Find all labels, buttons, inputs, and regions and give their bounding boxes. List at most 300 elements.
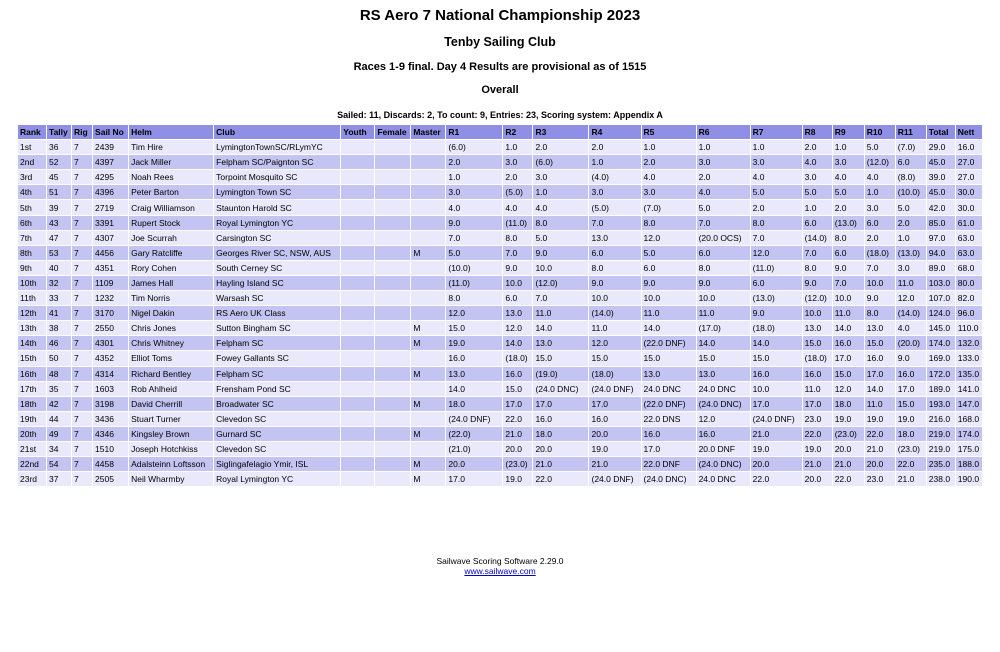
cell-helm: David Cherrill	[129, 397, 213, 411]
cell-rig: 7	[72, 412, 92, 426]
cell-rank: 18th	[18, 397, 46, 411]
cell-r6: 14.0	[697, 336, 750, 350]
cell-r8: 7.0	[803, 246, 832, 260]
table-row	[18, 412, 982, 426]
cell-sail-no: 2505	[93, 472, 128, 486]
table-row	[18, 457, 982, 471]
cell-club: Clevedon SC	[214, 412, 340, 426]
cell-club: Felpham SC/Paignton SC	[214, 155, 340, 169]
cell-sail-no: 1109	[93, 276, 128, 290]
cell-r6: 2.0	[697, 170, 750, 184]
cell-club: Royal Lymington YC	[214, 216, 340, 230]
cell-r7: 16.0	[751, 367, 802, 381]
cell-r8: (18.0)	[803, 351, 832, 365]
cell-nett: 147.0	[956, 397, 982, 411]
cell-total: 219.0	[927, 442, 955, 456]
cell-youth	[341, 427, 374, 441]
cell-r2: 8.0	[503, 231, 532, 245]
cell-r2: 13.0	[503, 306, 532, 320]
cell-r6: 16.0	[697, 427, 750, 441]
cell-r4: 8.0	[589, 261, 640, 275]
cell-r2: 4.0	[503, 200, 532, 214]
cell-helm: Tim Hire	[129, 140, 213, 154]
cell-helm: Chris Whitney	[129, 336, 213, 350]
cell-r4: 7.0	[589, 216, 640, 230]
cell-master: M	[411, 457, 445, 471]
cell-r11: 19.0	[896, 412, 926, 426]
cell-sail-no: 4301	[93, 336, 128, 350]
table-row	[18, 306, 982, 320]
cell-r1: 20.0	[446, 457, 502, 471]
cell-r3: 1.0	[533, 185, 588, 199]
cell-club: Felpham SC	[214, 367, 340, 381]
cell-nett: 63.0	[956, 246, 982, 260]
column-header-r9: R9	[833, 125, 864, 139]
cell-youth	[341, 457, 374, 471]
cell-r1: 9.0	[446, 216, 502, 230]
cell-r3: 16.0	[533, 412, 588, 426]
cell-tally: 47	[47, 231, 71, 245]
cell-rank: 13th	[18, 321, 46, 335]
cell-r5: 3.0	[642, 185, 696, 199]
cell-r6: 24.0 DNC	[697, 472, 750, 486]
cell-nett: 188.0	[956, 457, 982, 471]
cell-youth	[341, 306, 374, 320]
cell-r2: 20.0	[503, 442, 532, 456]
cell-club: Siglingafelagio Ymir, ISL	[214, 457, 340, 471]
cell-r4: 10.0	[589, 291, 640, 305]
cell-r11: (14.0)	[896, 306, 926, 320]
table-row	[18, 427, 982, 441]
column-header-sail-no: Sail No	[93, 125, 128, 139]
cell-club: Frensham Pond SC	[214, 382, 340, 396]
cell-total: 107.0	[927, 291, 955, 305]
table-row	[18, 170, 982, 184]
cell-r8: 2.0	[803, 140, 832, 154]
cell-r9: 11.0	[833, 306, 864, 320]
cell-nett: 30.0	[956, 185, 982, 199]
cell-female	[375, 321, 410, 335]
cell-sail-no: 1232	[93, 291, 128, 305]
cell-r1: 7.0	[446, 231, 502, 245]
cell-club: Staunton Harold SC	[214, 200, 340, 214]
cell-rig: 7	[72, 170, 92, 184]
cell-r1: 16.0	[446, 351, 502, 365]
cell-total: 145.0	[927, 321, 955, 335]
cell-rank: 21st	[18, 442, 46, 456]
cell-r11: 9.0	[896, 351, 926, 365]
cell-total: 216.0	[927, 412, 955, 426]
cell-nett: 110.0	[956, 321, 982, 335]
cell-master	[411, 170, 445, 184]
cell-r6: 20.0 DNF	[697, 442, 750, 456]
cell-r4: 19.0	[589, 442, 640, 456]
cell-r11: 11.0	[896, 276, 926, 290]
cell-r5: (22.0 DNF)	[642, 336, 696, 350]
cell-female	[375, 216, 410, 230]
cell-r10: 16.0	[865, 351, 895, 365]
column-header-master: Master	[411, 125, 445, 139]
cell-helm: Craig Williamson	[129, 200, 213, 214]
sailwave-link[interactable]: www.sailwave.com	[464, 566, 536, 576]
cell-r4: (14.0)	[589, 306, 640, 320]
cell-rank: 14th	[18, 336, 46, 350]
cell-r10: 11.0	[865, 397, 895, 411]
cell-master: M	[411, 246, 445, 260]
column-header-r2: R2	[503, 125, 532, 139]
cell-total: 174.0	[927, 336, 955, 350]
cell-r4: 17.0	[589, 397, 640, 411]
cell-r9: 5.0	[833, 185, 864, 199]
cell-r9: 1.0	[833, 140, 864, 154]
table-row	[18, 321, 982, 335]
cell-nett: 16.0	[956, 140, 982, 154]
cell-sail-no: 3198	[93, 397, 128, 411]
cell-r5: 11.0	[642, 306, 696, 320]
cell-club: Sutton Bingham SC	[214, 321, 340, 335]
cell-club: Gurnard SC	[214, 427, 340, 441]
column-header-rig: Rig	[72, 125, 92, 139]
cell-r3: 4.0	[533, 200, 588, 214]
cell-r8: 16.0	[803, 367, 832, 381]
cell-master	[411, 261, 445, 275]
cell-club: Hayling Island SC	[214, 276, 340, 290]
cell-youth	[341, 442, 374, 456]
cell-tally: 42	[47, 397, 71, 411]
cell-rank: 8th	[18, 246, 46, 260]
cell-r11: (7.0)	[896, 140, 926, 154]
cell-club: Warsash SC	[214, 291, 340, 305]
cell-r3: 9.0	[533, 246, 588, 260]
venue-heading: Tenby Sailing Club	[444, 35, 556, 49]
column-header-female: Female	[375, 125, 410, 139]
cell-r9: 19.0	[833, 412, 864, 426]
cell-r9: 2.0	[833, 200, 864, 214]
cell-female	[375, 442, 410, 456]
cell-youth	[341, 382, 374, 396]
cell-female	[375, 140, 410, 154]
series-heading: Overall	[481, 84, 519, 96]
cell-r10: 4.0	[865, 170, 895, 184]
cell-r8: (12.0)	[803, 291, 832, 305]
cell-nett: 175.0	[956, 442, 982, 456]
cell-female	[375, 382, 410, 396]
cell-sail-no: 3170	[93, 306, 128, 320]
cell-r7: 8.0	[751, 216, 802, 230]
cell-r1: 4.0	[446, 200, 502, 214]
cell-r7: 20.0	[751, 457, 802, 471]
cell-r7: 17.0	[751, 397, 802, 411]
cell-rank: 11th	[18, 291, 46, 305]
cell-rig: 7	[72, 246, 92, 260]
cell-r9: 17.0	[833, 351, 864, 365]
cell-r2: 2.0	[503, 170, 532, 184]
cell-female	[375, 472, 410, 486]
cell-r5: 2.0	[642, 155, 696, 169]
cell-helm: Jack Miller	[129, 155, 213, 169]
cell-r9: 10.0	[833, 291, 864, 305]
cell-r11: 18.0	[896, 427, 926, 441]
cell-rank: 20th	[18, 427, 46, 441]
cell-helm: Neil Wharmby	[129, 472, 213, 486]
cell-rig: 7	[72, 472, 92, 486]
cell-r11: (20.0)	[896, 336, 926, 350]
cell-rank: 23rd	[18, 472, 46, 486]
column-header-r11: R11	[896, 125, 926, 139]
cell-r5: 13.0	[642, 367, 696, 381]
cell-rank: 1st	[18, 140, 46, 154]
cell-r5: (22.0 DNF)	[642, 397, 696, 411]
cell-r7: 9.0	[751, 306, 802, 320]
cell-r2: 9.0	[503, 261, 532, 275]
cell-r7: (18.0)	[751, 321, 802, 335]
cell-r7: 7.0	[751, 231, 802, 245]
cell-youth	[341, 216, 374, 230]
cell-r5: 6.0	[642, 261, 696, 275]
cell-r7: 10.0	[751, 382, 802, 396]
cell-club: Royal Lymington YC	[214, 472, 340, 486]
cell-youth	[341, 412, 374, 426]
column-header-r4: R4	[589, 125, 640, 139]
cell-tally: 33	[47, 291, 71, 305]
cell-r4: (24.0 DNF)	[589, 382, 640, 396]
cell-helm: Chris Jones	[129, 321, 213, 335]
cell-r2: 21.0	[503, 427, 532, 441]
cell-helm: Peter Barton	[129, 185, 213, 199]
cell-r3: 5.0	[533, 231, 588, 245]
cell-r2: 3.0	[503, 155, 532, 169]
cell-r11: 5.0	[896, 200, 926, 214]
column-header-helm: Helm	[129, 125, 213, 139]
cell-rank: 16th	[18, 367, 46, 381]
cell-r7: 21.0	[751, 427, 802, 441]
cell-youth	[341, 351, 374, 365]
cell-rig: 7	[72, 397, 92, 411]
column-header-rank: Rank	[18, 125, 46, 139]
cell-r6: 1.0	[697, 140, 750, 154]
cell-total: 103.0	[927, 276, 955, 290]
cell-r10: 5.0	[865, 140, 895, 154]
cell-r2: 22.0	[503, 412, 532, 426]
cell-rig: 7	[72, 306, 92, 320]
cell-r11: 15.0	[896, 397, 926, 411]
cell-rig: 7	[72, 351, 92, 365]
cell-r8: 15.0	[803, 336, 832, 350]
cell-r3: 20.0	[533, 442, 588, 456]
cell-club: Broadwater SC	[214, 397, 340, 411]
cell-helm: Adalsteinn Loftsson	[129, 457, 213, 471]
cell-r4: (5.0)	[589, 200, 640, 214]
cell-r11: (10.0)	[896, 185, 926, 199]
cell-r1: 18.0	[446, 397, 502, 411]
cell-r4: 21.0	[589, 457, 640, 471]
cell-r9: 7.0	[833, 276, 864, 290]
cell-r8: 5.0	[803, 185, 832, 199]
cell-helm: Gary Ratcliffe	[129, 246, 213, 260]
summary-line: Sailed: 11, Discards: 2, To count: 9, Entries: 23, Scoring system: Appendix A	[337, 110, 663, 120]
cell-r10: (18.0)	[865, 246, 895, 260]
cell-r2: 17.0	[503, 397, 532, 411]
cell-sail-no: 4397	[93, 155, 128, 169]
cell-club: South Cerney SC	[214, 261, 340, 275]
cell-helm: James Hall	[129, 276, 213, 290]
cell-r9: (23.0)	[833, 427, 864, 441]
cell-tally: 41	[47, 306, 71, 320]
cell-youth	[341, 472, 374, 486]
cell-sail-no: 1510	[93, 442, 128, 456]
cell-r11: 21.0	[896, 472, 926, 486]
cell-helm: Joseph Hotchkiss	[129, 442, 213, 456]
cell-sail-no: 4456	[93, 246, 128, 260]
cell-r11: 6.0	[896, 155, 926, 169]
cell-female	[375, 170, 410, 184]
cell-r7: 5.0	[751, 185, 802, 199]
cell-helm: Rob Ahlheid	[129, 382, 213, 396]
cell-r6: (20.0 OCS)	[697, 231, 750, 245]
table-row	[18, 367, 982, 381]
cell-r2: 7.0	[503, 246, 532, 260]
cell-r10: 7.0	[865, 261, 895, 275]
cell-r1: 12.0	[446, 306, 502, 320]
column-header-r7: R7	[751, 125, 802, 139]
cell-rank: 19th	[18, 412, 46, 426]
cell-r3: 13.0	[533, 336, 588, 350]
cell-master: M	[411, 336, 445, 350]
cell-r6: 8.0	[697, 261, 750, 275]
cell-r10: 15.0	[865, 336, 895, 350]
cell-master	[411, 140, 445, 154]
cell-nett: 27.0	[956, 155, 982, 169]
cell-r1: (11.0)	[446, 276, 502, 290]
cell-tally: 32	[47, 276, 71, 290]
cell-master	[411, 382, 445, 396]
cell-r7: 6.0	[751, 276, 802, 290]
cell-rig: 7	[72, 457, 92, 471]
column-header-club: Club	[214, 125, 340, 139]
cell-female	[375, 427, 410, 441]
cell-tally: 40	[47, 261, 71, 275]
cell-r4: 2.0	[589, 140, 640, 154]
column-header-tally: Tally	[47, 125, 71, 139]
cell-r8: 21.0	[803, 457, 832, 471]
cell-r10: 1.0	[865, 185, 895, 199]
cell-tally: 45	[47, 170, 71, 184]
cell-r2: 16.0	[503, 367, 532, 381]
cell-nett: 190.0	[956, 472, 982, 486]
cell-master	[411, 276, 445, 290]
cell-r5: 24.0 DNC	[642, 382, 696, 396]
table-row	[18, 472, 982, 486]
cell-sail-no: 2439	[93, 140, 128, 154]
cell-rig: 7	[72, 336, 92, 350]
cell-r6: 13.0	[697, 367, 750, 381]
cell-r9: 9.0	[833, 261, 864, 275]
cell-r8: 10.0	[803, 306, 832, 320]
cell-r7: 12.0	[751, 246, 802, 260]
cell-youth	[341, 246, 374, 260]
cell-sail-no: 1603	[93, 382, 128, 396]
cell-tally: 51	[47, 185, 71, 199]
cell-sail-no: 2550	[93, 321, 128, 335]
cell-r9: 18.0	[833, 397, 864, 411]
cell-sail-no: 4352	[93, 351, 128, 365]
cell-rank: 22nd	[18, 457, 46, 471]
cell-r8: 3.0	[803, 170, 832, 184]
cell-r4: (4.0)	[589, 170, 640, 184]
table-row	[18, 216, 982, 230]
cell-rig: 7	[72, 140, 92, 154]
cell-r8: 9.0	[803, 276, 832, 290]
cell-r11: 4.0	[896, 321, 926, 335]
cell-r9: 14.0	[833, 321, 864, 335]
cell-r8: 20.0	[803, 472, 832, 486]
cell-r11: 16.0	[896, 367, 926, 381]
cell-r1: (22.0)	[446, 427, 502, 441]
cell-master	[411, 306, 445, 320]
cell-r10: 13.0	[865, 321, 895, 335]
cell-youth	[341, 336, 374, 350]
cell-r10: 19.0	[865, 412, 895, 426]
table-row	[18, 185, 982, 199]
table-body	[18, 140, 982, 486]
cell-r2: 6.0	[503, 291, 532, 305]
cell-r1: (6.0)	[446, 140, 502, 154]
cell-r3: 11.0	[533, 306, 588, 320]
column-header-r6: R6	[697, 125, 750, 139]
cell-r6: (24.0 DNC)	[697, 397, 750, 411]
cell-tally: 53	[47, 246, 71, 260]
cell-youth	[341, 231, 374, 245]
column-header-r10: R10	[865, 125, 895, 139]
table-row	[18, 231, 982, 245]
table-row	[18, 382, 982, 396]
cell-helm: Tim Norris	[129, 291, 213, 305]
cell-club: Georges River SC, NSW, AUS	[214, 246, 340, 260]
cell-club: Lymington Town SC	[214, 185, 340, 199]
cell-r6: 3.0	[697, 155, 750, 169]
cell-master	[411, 442, 445, 456]
cell-r2: 15.0	[503, 382, 532, 396]
cell-master: M	[411, 472, 445, 486]
table-row	[18, 276, 982, 290]
cell-sail-no: 4314	[93, 367, 128, 381]
cell-r3: (24.0 DNC)	[533, 382, 588, 396]
cell-tally: 50	[47, 351, 71, 365]
cell-female	[375, 246, 410, 260]
cell-club: Fowey Gallants SC	[214, 351, 340, 365]
cell-sail-no: 4351	[93, 261, 128, 275]
cell-total: 94.0	[927, 246, 955, 260]
cell-r5: 22.0 DNS	[642, 412, 696, 426]
cell-sail-no: 4396	[93, 185, 128, 199]
cell-r5: 1.0	[642, 140, 696, 154]
cell-r4: 6.0	[589, 246, 640, 260]
cell-nett: 168.0	[956, 412, 982, 426]
cell-r4: 20.0	[589, 427, 640, 441]
cell-total: 238.0	[927, 472, 955, 486]
cell-rig: 7	[72, 442, 92, 456]
cell-female	[375, 397, 410, 411]
cell-master	[411, 412, 445, 426]
cell-r2: (5.0)	[503, 185, 532, 199]
cell-club: Felpham SC	[214, 336, 340, 350]
cell-total: 219.0	[927, 427, 955, 441]
cell-tally: 46	[47, 336, 71, 350]
cell-r10: 2.0	[865, 231, 895, 245]
cell-sail-no: 4307	[93, 231, 128, 245]
cell-total: 193.0	[927, 397, 955, 411]
cell-master: M	[411, 367, 445, 381]
